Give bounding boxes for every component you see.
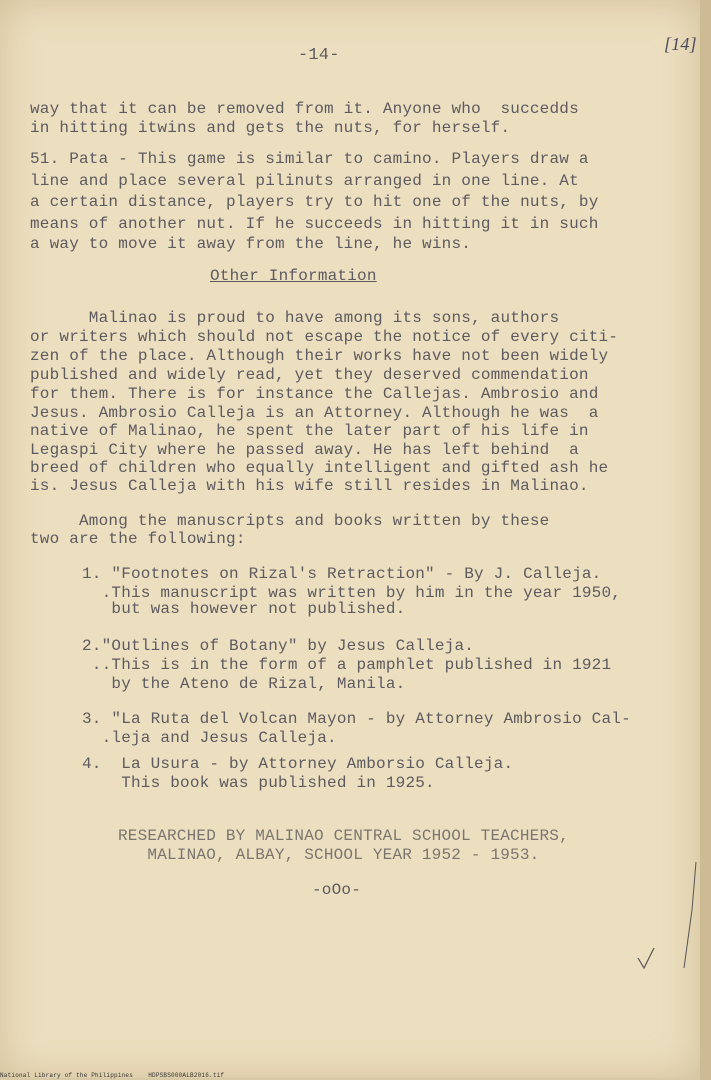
credit-line: RESEARCHED BY MALINAO CENTRAL SCHOOL TEACHERS, — [118, 827, 569, 845]
check-mark-icon — [636, 946, 658, 972]
list-item: 3. "La Ruta del Volcan Mayon - by Attorney Ambrosio Cal- — [82, 710, 631, 728]
page-edge — [700, 0, 711, 1080]
list-item: 2."Outlines of Botany" by Jesus Calleja. — [82, 637, 475, 655]
list-item: ..This is in the form of a pamphlet published in 1921 — [82, 656, 612, 674]
text-line: way that it can be removed from it. Anyone who succedds — [30, 100, 579, 118]
text-line: a way to move it away from the line, he wins. — [30, 235, 472, 253]
paragraph-line: is. Jesus Calleja with his wife still resides in Malinao. — [30, 477, 589, 495]
text-line: line and place several pilinuts arranged in one line. At — [30, 172, 579, 190]
paragraph-line: zen of the place. Although their works have not been widely — [30, 347, 609, 365]
list-item: by the Ateno de Rizal, Manila. — [82, 675, 406, 693]
pencil-stroke — [678, 860, 700, 970]
end-mark: -oOo- — [312, 881, 362, 899]
archive-number: [14] — [664, 34, 697, 54]
paragraph-line: Malinao is proud to have among its sons, authors — [30, 309, 560, 327]
list-item: but was however not published. — [82, 600, 406, 618]
paragraph-line: for them. There is for instance the Callejas. Ambrosio and — [30, 385, 599, 403]
paragraph-line: breed of children who equally intelligent and gifted ash he — [30, 459, 609, 477]
list-item: This book was published in 1925. — [82, 774, 435, 792]
paragraph-line: or writers which should not escape the notice of every citi- — [30, 328, 619, 346]
paragraph-line: native of Malinao, he spent the later part of his life in — [30, 422, 589, 440]
paragraph-line: two are the following: — [30, 530, 246, 548]
text-line: 51. Pata - This game is similar to camino. Players draw a — [30, 150, 589, 168]
page-number: -14- — [298, 46, 340, 65]
paragraph-line: Legaspi City where he passed away. He has left behind a — [30, 441, 579, 459]
text-line: means of another nut. If he succeeds in hitting it in such — [30, 215, 599, 233]
list-item: 1. "Footnotes on Rizal's Retraction" - By J. Calleja. — [82, 565, 602, 583]
footer-note: National Library of the Philippines HDPSBS000ALB2016.tif — [0, 1072, 225, 1079]
section-heading: Other Information — [210, 267, 377, 285]
paragraph-line: Jesus. Ambrosio Calleja is an Attorney. Although he was a — [30, 404, 599, 422]
list-item: .This manuscript was written by him in the year 1950, — [82, 584, 622, 602]
paragraph-line: published and widely read, yet they deserved commendation — [30, 366, 589, 384]
text-line: in hitting itwins and gets the nuts, for herself. — [30, 119, 511, 137]
list-item: 4. La Usura - by Attorney Amborsio Calleja. — [82, 755, 514, 773]
paragraph-line: Among the manuscripts and books written by these — [30, 512, 550, 530]
text-line: a certain distance, players try to hit one of the nuts, by — [30, 193, 599, 211]
list-item: .leja and Jesus Calleja. — [82, 729, 337, 747]
credit-line: MALINAO, ALBAY, SCHOOL YEAR 1952 - 1953. — [118, 846, 540, 864]
